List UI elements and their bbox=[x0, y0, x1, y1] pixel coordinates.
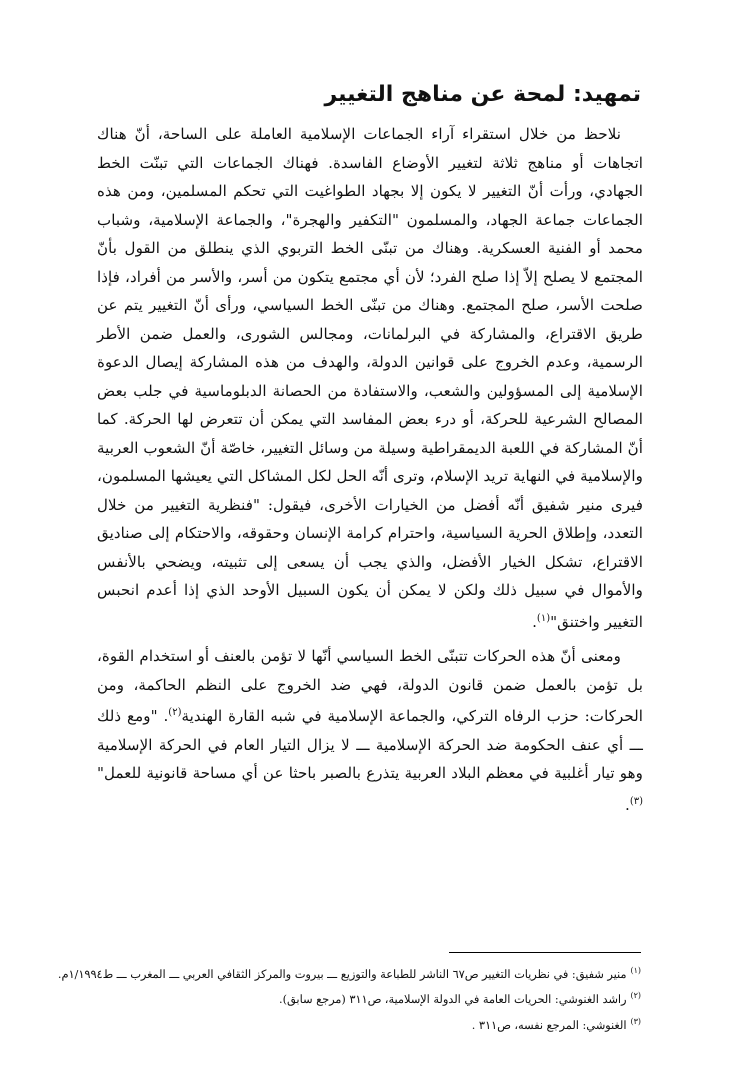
paragraph-1-text: نلاحظ من خلال استقراء آراء الجماعات الإسلامية العاملة على الساحة، أنّ هناك اتجاهات أو مناهج ثلاثة لتغيير الأوضاع الفاسدة. فهناك الجماعات التي تبنّت الخط الجهادي، ورأت أنّ التغيير لا يكون إلا بجهاد الطواغيت التي تحكم المسلمين، ومن هذه الجماعات جماعة الجهاد، والمسلمون "التكفير والهجرة"، والجماعة الإسلامية، وشباب محمد أو الفنية العسكرية. وهناك من تبنّى الخط التربوي الذي ينطلق من القول بأنّ المجتمع لا يصلح إلاّ إذا صلح الفرد؛ لأن أي مجتمع يتكون من أسر، والأسر من أفراد، فإذا صلحت الأسر، صلح المجتمع. وهناك من تبنّى الخط السياسي، ورأى أنّ التغيير يتم عن طريق الاقتراع، والمشاركة في البرلمانات، ومجالس الشورى، والعمل ضمن الأطر الرسمية، وعدم الخروج على قوانين الدولة، والهدف من هذه المشاركة إيصال الدعوة الإسلامية إلى المسؤولين والشعب، والاستفادة من الحصانة الدبلوماسية في جلب بعض المصالح الشرعية للحركة، أو درء بعض المفاسد التي يمكن أن تتعرض لها الحركة. كما أنّ المشاركة في اللعبة الديمقراطية وسيلة من وسائل التغيير، خاصّة أنّ الشعوب العربية والإسلامية في النهاية تريد الإسلام، وترى أنّه الحل لكل المشاكل التي يعيشها المسلمون، فيرى منير شفيق أنّه أفضل من الخيارات الأخرى، فيقول: "فنظرية التغيير من خلال التعدد، وإطلاق الحرية السياسية، واحترام كرامة الإنسان وحقوقه، والاحتكام إلى صناديق الاقتراع، تشكل الخيار الأفضل، والذي يجب أن يسعى إلى تثبيته، ويضحي بالأنفس والأموال في سبيل ذلك ولكن لا يمكن أن يكون السبيل الأوحد الذي إذا أعدم انحبس التغيير واختنق" bbox=[97, 125, 643, 631]
footnote-ref-2: (٢) bbox=[168, 707, 182, 719]
body-text bbox=[97, 120, 643, 819]
footnote-1-text: منير شفيق: في نظريات التغيير ص٦٧ الناشر للطباعة والتوزيع ـــ بيروت والمركز الثقافي العربي ـــ المغرب ـــ ط١/١٩٩٤م. bbox=[57, 967, 627, 981]
footnote-1-number: (١) bbox=[630, 966, 641, 975]
footnote-2-text: راشد الغنوشي: الحريات العامة في الدولة الإسلامية، ص٣١١ (مرجع سابق). bbox=[279, 993, 627, 1007]
footnote-ref-3: (٣) bbox=[629, 795, 643, 807]
footnote-2-number: (٢) bbox=[630, 991, 641, 1001]
paragraph-1-end: . bbox=[532, 612, 537, 631]
footnote-3-text: الغنوشي: المرجع نفسه، ص٣١١ . bbox=[471, 1018, 627, 1032]
footnotes bbox=[57, 960, 641, 1036]
paragraph-1 bbox=[97, 120, 643, 636]
footnote-2 bbox=[81, 985, 641, 1010]
paragraph-2-continuation: . "ومع ذلك ـــ أي عنف الحكومة ضد الحركة الإسلامية ـــ لا يزال التيار العام في الحركة الإسلامية وهو تيار أغلبية في معظم البلاد العربية يتذرع بالصبر باحثا عن أي مساحة قانونية للعمل" bbox=[97, 707, 643, 783]
paragraph-2 bbox=[97, 642, 643, 819]
footnote-3-number: (٣) bbox=[630, 1016, 641, 1026]
paragraph-2-text: ومعنى أنّ هذه الحركات تتبنّى الخط السياسي أنّها لا تؤمن بالعنف أو استخدام القوة، بل تؤمن بالعمل ضمن قانون الدولة، فهي ضد الخروج على النظم الحاكمة، ومن الحركات: حزب الرفاه التركي، والجماعة الإسلامية في شبه القارة الهندية bbox=[97, 647, 643, 726]
footnote-divider bbox=[449, 952, 641, 953]
footnote-1 bbox=[57, 960, 641, 985]
paragraph-2-end: . bbox=[624, 795, 630, 814]
footnote-3 bbox=[81, 1011, 641, 1036]
footnote-ref-1: (١) bbox=[536, 612, 551, 624]
page-heading: تمهيد: لمحة عن مناهج التغيير bbox=[324, 82, 641, 107]
